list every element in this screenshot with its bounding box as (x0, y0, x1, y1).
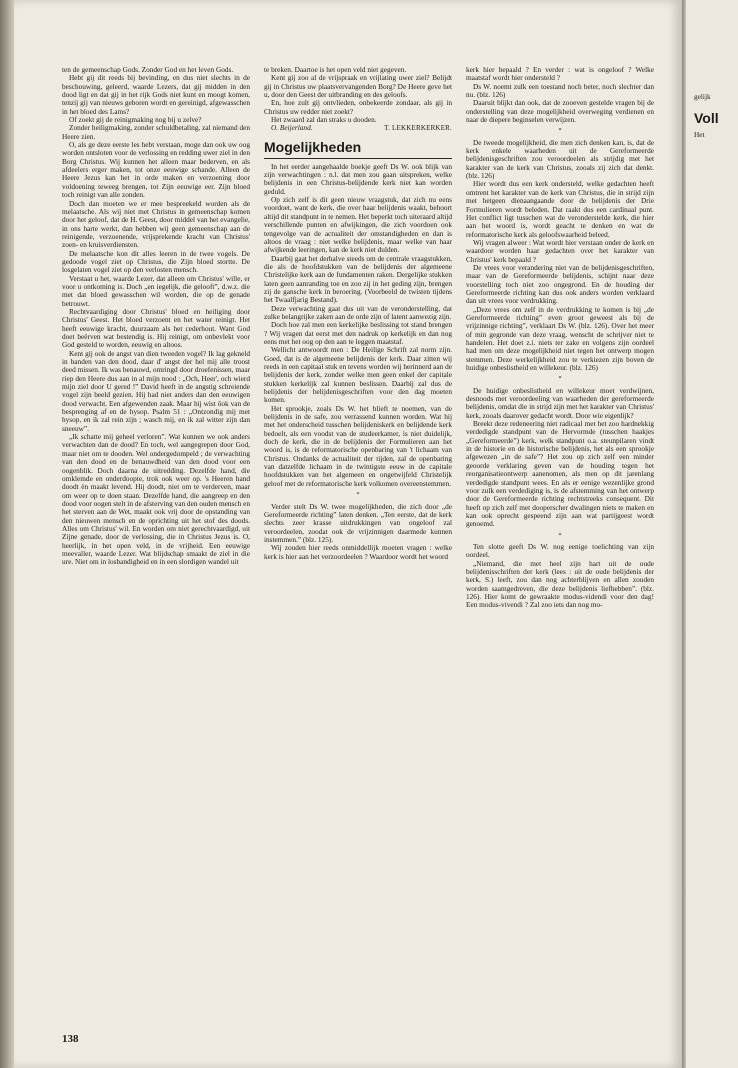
signature-place: O. Beijerland. (271, 123, 313, 133)
paragraph: Doch dan moeten we er mee bespreekeld worden als de melaatsche. Als wij niet met Christus in gemeenschap komen door het geloof, dat de H. Geest, door middel van het evangelie, in ons harte werkt, dan hebben wij geen gemeenschap aan de reinigende, verzoenende, vrijsprekende kracht van Christus' zoen- en kruisverdiensten. (62, 198, 250, 250)
paragraph: „Ik schatte mij geheel verloren”. Wat kunnen we ook anders verwachten dan de dood? En toch, wel aangegrepen door God, maar niet om te dooden. Wel ondergedompeld ; de verwachting van den dood en de benauwdheid van den dood voor een oogenblik. Doch daarna de uitredding. Dezelfde hand, die omklemde en onderdoopte, trok ook weer op. 's Heeren hand doodt èn maakt levend. Hij doodt, niet om te verderven, maar om weer op te doen staan. Dezelfde hand, die aangreep en den dood voor oogen stelt in de afsterving van den ouden mensch en het sterven aan de Wet, maakt ook vrij door de opstanding van den nieuwen mensch en de oprichting uit het stof des doods. Alles om Christus' wil. En worden om niet gerechtvaardigd, uit Zijne genade, door de verlossing, die in Christus Jezus is. O, heerlijk, in het open veld, in de vrijheid. Een eeuwige meevaller, waarde Lezer. Wat blijdschap smaakt de ziel in die ure. Niet om in losbandigheid en in een slordigen wandel uit (62, 432, 250, 567)
paragraph: te breken. Daartoe is het open veld niet gegeven. (264, 66, 407, 74)
paragraph: Kent gij zoo al de vrijspraak en vrijlating uwer ziel? Belijdt gij in Christus uw plaatsvervangenden Borg? De Heere geve het u, door den Geest der uitbranding en des geloofs. (264, 73, 452, 100)
paragraph: Wellicht antwoordt men : De Heilige Schrift zal norm zijn. Goed, dat is de algemeene belijdenis der kerk. Daar zitten wij reeds in een capitaal stuk en tevens worden wij herinnerd aan de belijdenis der kerk, zonder welke men geen enkel der capitale stukken kerkelijk zal kunnen beslissen. Daarbij zal dus de belijdenis der belijdenisgeschriften voor den dag moeten komen. (264, 345, 452, 405)
paragraph: Het zwaard zal dan straks u dooden. (271, 115, 377, 125)
paragraph: Of zoekt gij de reinigmaking nog bij u zelve? (69, 115, 202, 125)
section-separator: * (356, 492, 360, 499)
paragraph: Wij zouden hier reeds onmiddellijk moeten vragen : welke kerk is hier aan het verzoordeelen ? Waardoor wordt het woord (264, 543, 452, 561)
paragraph: De melaatsche kon dit alles leeren in de twee vogels. De gedoode vogel ziet op Christus, die Zijn bloed stortte. De losgelaten vogel ziet op den verlosten mensch. (62, 248, 250, 275)
paragraph: Doch hoe zal men een kerkelijke beslissing tot stand brengen ? Wij vragen dat eerst met den nadruk op kerkelijk en dan nog eens met het oog op den aan te leggen maatstaf. (264, 320, 452, 346)
paragraph: Hier wordt dus een kerk ondersteld, welke gedachten heeft omtrent het karakter van de kerk van Christus, die in strijd zijn met hetgeen dienaangaande door de belijdenis der Drie Formulieren wordt beleden. Dat raakt dus een cardinaal punt. Het conflict ligt tusschen wat de veronderstelde kerk, die hier aan het woord is, wordt geacht te denken en wat de reformatorische kerk als geloofswaarheid beleed. (466, 179, 654, 239)
signature-author: T. LEKKERKERKER. (384, 124, 452, 133)
signature-line (264, 124, 452, 132)
paragraph: Zonder heiligmaking, zonder schuldbetaling, zal niemand den Heere zien. (62, 123, 250, 141)
book-spine-shadow (0, 0, 14, 1068)
next-page-edge (686, 0, 738, 1068)
paragraph: kerk hier bepaald ? En verder : wat is ongeloof ? Welke maatstaf wordt hier ondersteld ? (466, 66, 654, 83)
paragraph: Rechtvaardiging door Christus' bloed en heiliging door Christus' Geest. Het bloed verzoent en het water reinigt. Het heeft eeuwige kracht, duurzaam als het cederhout. Want God doet beërven wat bestendig is. Hij reinigt, om onbevlekt voor God gesteld te worden, eeuwig en altoos. (62, 306, 250, 350)
text-column-2 (264, 66, 452, 1026)
paragraph: Ten slotte geeft Ds W. nog eenige toelichting van zijn oordeel. (466, 541, 654, 560)
paragraph: Deze verwachting gaat dus uit van de veronderstelling, dat zulke belangrijke zaken aan de orde zijn of latent aanwezig zijn. (264, 303, 452, 321)
next-page-line: gelijk (694, 93, 711, 101)
paragraph: De huidige onbeslistheid en willekeur moet verdwijnen, desnoods met veroordeeling van waarheden der gereformeerde belijdenis, omdat die in strijd zijn met het karakter van Christus' kerk, zooals daarover gedacht wordt. Door wie eigenlijk? (466, 385, 654, 420)
page-number: 138 (62, 1033, 79, 1045)
section-separator: * (558, 532, 562, 539)
paragraph: De vrees voor verandering niet van de belijdenisgeschriften, maar van de Gereformeerde belijdenis, schijnt naar deze voorstelling toch niet zoo ongegrond. En de houding der Gereformeerde richting kan dus ook anders worden verklaard dan uit vrees voor verdrukking. (466, 262, 654, 306)
next-page-line: Het (694, 131, 705, 140)
paragraph: Kent gij ook de angst van dien tweeden vogel? Ik lag gekneld in banden van den dood, daar d' angst der hel mij alle troost deed missen. Ik was benauwd, omringd door droefenissen, maar riep den Heere dus aan in al mijn nood : „Och, Heer', och wierd mijn ziel door U gered !” David heeft in de angstig schreiende vogel zijn beeld gezien. Hij had niet anders dan den eeuwigen dood verwacht. Een afgewenden zaak. Maar hij wist ôok van de besprenging af en de hysop. Psalm 51 : „Ontzondig mij met hysop, en ik zal rein zijn ; wasch mij, en ik zal witter zijn dan sneeuw”. (62, 348, 250, 433)
paragraph: ten de gemeenschap Gods. Zonder God en het leven Gods. (62, 66, 234, 74)
paragraph: „Niemand, die met heel zijn hart uit de oude belijdenisschriften der kerk (lees : uit de oude belijdenis der kerk, S.) leeft, zou dan nog achterblijven en allen zouden worden saamgedreven, die deze belijdenis liefhebben”. (blz. 126). Hier komt de gewraakte modus-videndi voor den dag! Een modus-vivendi ? Zal zoo iets dan nog mo- (466, 558, 654, 610)
paragraph: O, als ge deze eerste les hebt verstaan, moge dan ook uw oog worden ontsloten voor de verlossing en redding uwer ziel in den Borg Christus. Wij kunnen het alleen maar bederven, en als afdeelers erger maken, tot onze eeuwige schande. Alleen de Heere Jezus kan het in orde maken en verzoening door voldoening teweeg brengen, tot Zijn eeuwige eer. Zijn bloed toch reinigt van alle zonden. (62, 140, 250, 200)
text-column-3 (466, 66, 654, 1026)
paragraph: Hebt gij dit reeds bij bevinding, en dus niet slechts in de beschouwing, geleerd, waarde Lezers, dat gij midden in den dood ligt en dat gij in het rijk Gods niet kunt en moogt komen, tenzij gij van nieuws geboren wordt en gereinigd, afgewasschen in het bloed des Lams? (62, 73, 250, 116)
paragraph: Daaruit blijkt dan ook, dat de zooeven gestelde vragen bij de onderstelling van deze mogelijkheid overweging verdienen en naar de diepere beginselen verwijzen. (466, 98, 654, 125)
section-separator: * (558, 128, 562, 135)
next-page-heading: Voll (694, 110, 719, 127)
paragraph: Wij vragen alweer : Wat wordt hier verstaan onder de kerk en waardoor worden haar gedachten over het karakter van Christus' kerk bepaald ? (466, 237, 654, 264)
text-column-1 (62, 66, 250, 1026)
paragraph: En, hoe zult gij ontvlieden, onbekeerde zondaar, als gij in Christus uw redder niet zoekt? (264, 98, 452, 116)
paragraph: Verder stelt Ds W. twee mogelijkheden, die zich door „de Gereformeerde richting” laten denken. „Ten eerste, dat de kerk slechts zeer krasse uitdrukkingen van ongeloof zal veroordeelen, zoodat ook de vrijzinnigen daarmede kunnen instemmen.” (blz. 125). (264, 501, 452, 544)
paragraph: Op zich zelf is dit geen nieuw vraagstuk, dat zich nu eens voordoet, want de kerk, die over haar belijdenis waakt, behoort altijd dit standpunt in te nemen. Het beperkt toch uiteraard altijd verschillende punten en afwijkingen, die zich voordoen ook tengevolge van de actualiteit der omstandigheden en dan is altoos de vraag : niet welke belijdenis, maar welke van haar afwijkende leeringen, kan de kerk niet dulden. (264, 195, 452, 255)
section-separator: * (558, 376, 562, 383)
paragraph: In het eerder aangehaalde boekje geeft Ds W. ook blijk van zijn verwachtingen : n.l. dat men zou gaan uitspreken, welke belijdenis in een Christus-belijdende kerk niet kan worden geduld. (264, 161, 452, 196)
paragraph: Het sprookje, zoals Ds W. het blieft te noemen, van de belijdenis in de safe, zou verrassend kunnen worden. Wat hij met het onderscheid tusschen belijdeniskerk en belijdende kerk bedoelt, als een voodst van de studeerkamer, is niet duidelijk, doch de kerk, die in de belijdenis der Formulieren aan het woord is, is de reformatorische openbaring van 't lichaam van Christus. Ondanks de actualiteit der tijden, zal de openbaring van datzelfde lichaam in de twintigste eeuw in de capitale hoofdstukken van het algemeen en ongetwijfeld Christelijk geloof met de reformatorische kerk volkomen overeenstemmen. (264, 403, 452, 488)
paragraph: Verstaat u het, waarde Lezer, dat alleen om Christus' wille, er voor u ontkoming is. Doch „en iegelijk, die gelooft”, d.w.z. die met dat bloed gewasschen wil worden, die op de genade betrouwt. (62, 273, 250, 308)
paragraph: Ds W. noemt zulk een toestand noch beter, noch slechter dan nu. (blz. 126) (466, 81, 654, 100)
paragraph: Daarbij gaat het derhalve steeds om de centrale vraagstukken, die als de hoofdstukken van de belijdenis der algemeene Christelijke kerk aan de fundamenten raken. Dergelijke stukken laten geen aanranding toe en zoo zij in het geding zijn, brengen zij de gansche kerk in beroering. (Voorbeeld de twisten tijdens het Twaalfjarig Bestand). (264, 253, 452, 305)
paragraph: „Deze vrees om zelf in de verdrukking te komen is bij „de Gereformeerde richting” even groot geweest als bij de vrijzinnige richting”, verklaart Ds W. (blz. 126). Over het meer of min gegronde van deze vraag, wenscht de schrijver niet te handelen. Het doet z.i. niets ter zake en volgens zijn oordeel had men om deze mogelijkheid niet tegen het ontwerp mogen stemmen. Deze werkelijkheid zou te verkiezen zijn boven de huidige onbeslistheid en willekeur. (blz. 126) (466, 304, 654, 373)
paragraph: De tweede mogelijkheid, die men zich denken kan, is, dat de kerk enkele waarheden uit de Gereformeerde belijdenisgeschriften zou veroordeelen als strijdig met het karakter van de kerk van Christus, zooals zij zich dat denkt. (blz. 126) (466, 137, 654, 181)
paragraph: Breekt deze redeneering niet radicaal met het zoo hardnekkig verdedigde standpunt van de Hervormde (tusschen haakjes „Gereformeerde”) kerk, welk standpunt o.a. steunpilaren vindt in de historie en de historische belijdenis, het als een sprookje afgewezen „in de safe”? Het zou op zich zelf een minder geoorde verklaring geven van de houding tegen het reorganisatieontwerp aanenomen, als men op dit jarenlang verdedigde standpunt wees. En als er eenige wezenlijke grond voor zulk een verdediging is, is de afstemming van het ontwerp door de Gereformeerde richting rechtstreeks consequent. Dit heeft op zich zelf met dooperscher dwalingen niets te maken en kan ook oprecht gespeend zijn aan wat partijgeest wordt genoemd. (466, 419, 654, 529)
next-page-fragments (694, 93, 738, 140)
article-title: Mogelijkheden (264, 138, 452, 159)
